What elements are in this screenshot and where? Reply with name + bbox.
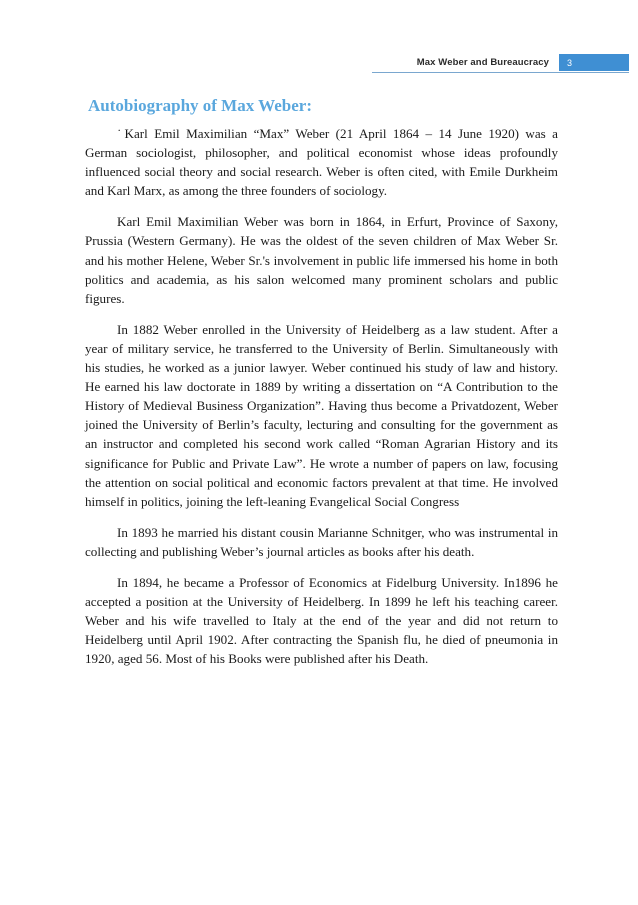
paragraph: In 1893 he married his distant cousin Marianne Schnitger, who was instrumental in collecting and publishing Weber’s journal articles as books after his death. [85,524,558,559]
page-number-badge: 3 [559,54,629,71]
section-title: Autobiography of Max Weber: [88,96,312,115]
paragraph: ˙Karl Emil Maximilian “Max” Weber (21 April 1864 – 14 June 1920) was a German sociologist, philosopher, and political economist whose ideas profoundly influenced social theory and social research. Weber is often cited, with Emile Durkheim and Karl Marx, as among the three founders of sociology. [85,126,558,199]
paragraph: Karl Emil Maximilian Weber was born in 1864, in Erfurt, Province of Saxony, Prussia (Western Germany). He was the oldest of the seven children of Max Weber Sr. and his mother Helene, Weber Sr.'s involvement in public life immersed his home in both politics and academia, as his salon welcomed many prominent scholars and public figures. [85,214,558,306]
paragraph: In 1894, he became a Professor of Economics at Fidelburg University. In1896 he accepted a position at the University of Heidelberg. In 1899 he left his teaching career. Weber and his wife travelled to Italy at the end of the year and did not return to Heidelberg until April 1902. After contracting the Spanish flu, he died of pneumonia in 1920, aged 56. Most of his Books were published after his Death. [85,574,558,667]
body-text [85,124,558,680]
running-title: Max Weber and Bureaucracy [416,57,549,68]
header-rule [372,72,629,73]
paragraph: In 1882 Weber enrolled in the University of Heidelberg as a law student. After a year of military service, he transferred to the University of Berlin. Simultaneously with his studies, he worked as a junior lawyer. Weber continued his study of law and history. He earned his law doctorate in 1889 by writing a dissertation on “A Contribution to the History of Medieval Business Organization”. Having thus become a Privatdozent, Weber joined the University of Berlin’s faculty, lecturing and consulting for the government as an instructor and completed his second work called “Roman Agrarian History and its significance for Public and Private Law”. He wrote a number of papers on law, focusing the attention on social political and economic factors prevalent at that time. He involved himself in politics, joining the left-leaning Evangelical Social Congress [85,321,558,509]
page-header [417,54,629,71]
